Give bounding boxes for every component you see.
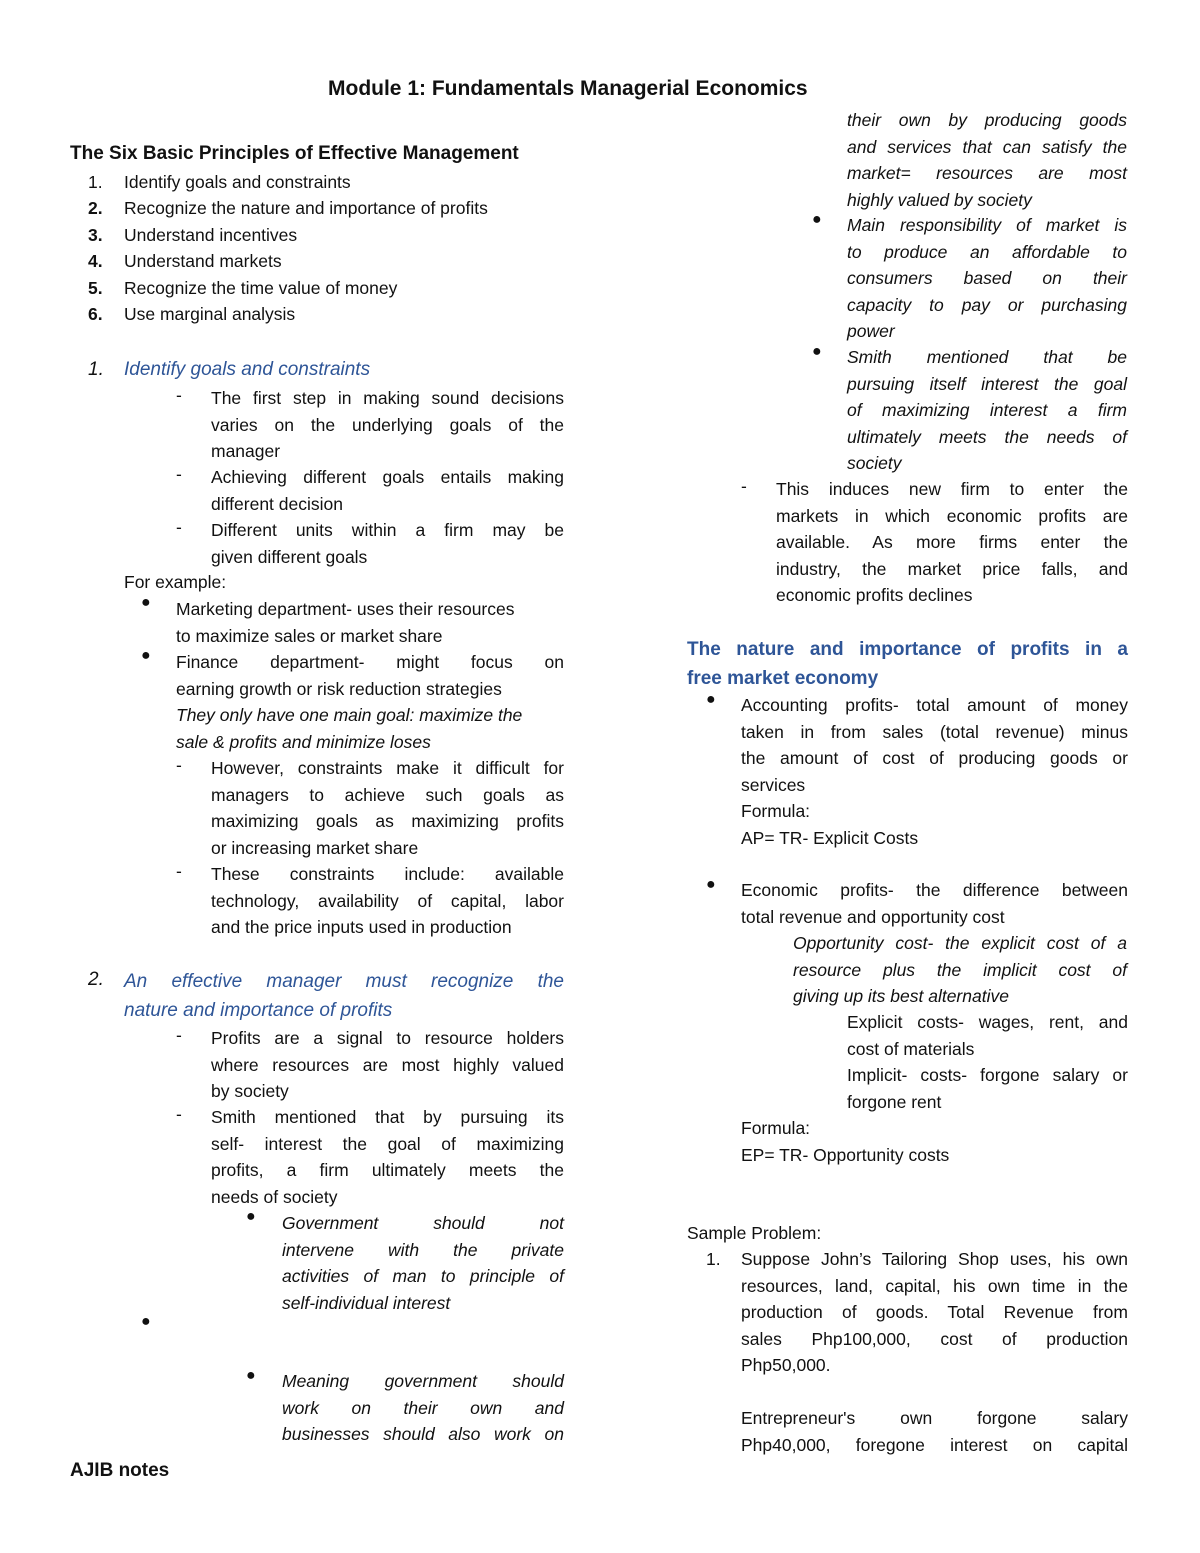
text-line: managers to achieve such goals as [211, 784, 564, 805]
text-line: industry, the market price falls, and [776, 558, 1128, 579]
text-line: where resources are most highly valued [211, 1054, 564, 1075]
section1-constraint-1 [211, 755, 564, 861]
principle-number: 1. [88, 172, 103, 192]
text-line: self- interest the goal of maximizing [211, 1133, 564, 1154]
formula-label: Formula: [741, 801, 811, 821]
bullet-icon: ● [246, 1208, 256, 1225]
bullet-icon: ● [141, 1313, 151, 1330]
dash-marker: - [741, 476, 747, 496]
text-line: Implicit- costs- forgone salary or [847, 1065, 1128, 1085]
section2-dash-1 [211, 1025, 564, 1105]
text-line: total revenue and opportunity cost [741, 906, 1005, 927]
text-line: Suppose John’s Tailoring Shop uses, his own [741, 1249, 1128, 1269]
text-line: Marketing department- uses their resources [176, 599, 515, 619]
text-line: Php40,000, foregone interest on capital [741, 1434, 1128, 1455]
text-line: intervene with the private [282, 1239, 564, 1260]
text-line: capacity to pay or purchasing [847, 294, 1127, 315]
text-line: These constraints include: available [211, 864, 564, 884]
explicit-costs [847, 1009, 1128, 1115]
principle-item: Use marginal analysis [124, 304, 296, 324]
bullet-icon: ● [706, 691, 716, 708]
text-line: cost of materials [847, 1038, 975, 1059]
text-line: profits, a firm ultimately meets the [211, 1160, 564, 1180]
right-dash-induces [776, 476, 1128, 609]
text-line: given different goals [211, 546, 368, 567]
text-line: Government should not [282, 1213, 564, 1233]
section2-bullet-government [282, 1210, 564, 1316]
text-line: to maximize sales or market share [176, 625, 443, 646]
principle-number: 2. [88, 198, 103, 218]
section2-bullet-meaning [282, 1368, 564, 1448]
text-line: Economic profits- the difference between [741, 880, 1128, 900]
formula-label: Formula: [741, 1118, 811, 1138]
text-line: Meaning government should [282, 1371, 564, 1391]
text-line: and services that can satisfy the [847, 136, 1127, 157]
section2-dash-2 [211, 1104, 564, 1210]
text-line: their own by producing goods [847, 110, 1127, 130]
text-line: market= resources are most [847, 163, 1127, 183]
text-line: taken in from sales (total revenue) minus [741, 721, 1128, 742]
principle-item: Understand markets [124, 251, 282, 271]
text-line: highly valued by society [847, 189, 1032, 210]
bullet-icon: ● [246, 1367, 256, 1384]
text-line: manager [211, 441, 281, 461]
text-line: earning growth or risk reduction strategies [176, 678, 502, 699]
text-line: work on their own and [282, 1397, 564, 1418]
text-line: free market economy [687, 668, 879, 689]
sample-problem-label: Sample Problem: [687, 1223, 822, 1243]
text-line: resources, land, capital, his own time in the [741, 1275, 1128, 1296]
text-line: The nature and importance of profits in a [687, 639, 1128, 660]
section1-number: 1. [88, 359, 104, 380]
bullet-icon: ● [706, 876, 716, 893]
text-line: power [847, 321, 895, 341]
principle-number: 4. [88, 251, 103, 271]
main-goal-note [176, 702, 564, 755]
text-line: Main responsibility of market is [847, 215, 1127, 235]
right-bullet-smith [847, 344, 1127, 477]
text-line: to produce an affordable to [847, 241, 1127, 262]
text-line: services [741, 774, 806, 795]
text-line: by society [211, 1081, 289, 1101]
sample-problem-1 [741, 1246, 1128, 1458]
text-line: nature and importance of profits [124, 1000, 393, 1021]
text-line: production of goods. Total Revenue from [741, 1302, 1128, 1322]
text-line: sale & profits and minimize loses [176, 731, 431, 752]
bullet-icon: ● [141, 594, 151, 611]
text-line: pursuing itself interest the goal [847, 373, 1127, 394]
example-finance [176, 649, 564, 702]
text-line: of maximizing interest a firm [847, 400, 1127, 420]
text-line: Smith mentioned that be [847, 347, 1127, 367]
text-line: forgone rent [847, 1091, 942, 1112]
for-example-label: For example: [124, 572, 227, 592]
principle-number: 5. [88, 278, 103, 298]
text-line: The first step in making sound decisions [211, 388, 564, 408]
dash-marker: - [176, 385, 182, 405]
dash-marker: - [176, 1104, 182, 1124]
principle-item: Recognize the nature and importance of profits [124, 198, 488, 218]
profits-section-heading [687, 635, 1128, 693]
principle-item: Identify goals and constraints [124, 172, 351, 192]
text-line: technology, availability of capital, labor [211, 890, 564, 911]
section1-dash-3 [211, 517, 564, 570]
page-title: Module 1: Fundamentals Managerial Economics [328, 77, 808, 100]
text-line: An effective manager must recognize the [124, 971, 564, 992]
text-line: maximizing goals as maximizing profits [211, 811, 564, 831]
text-line: Opportunity cost- the explicit cost of a [793, 933, 1127, 953]
accounting-profits [741, 692, 1128, 851]
text-line: sales Php100,000, cost of production [741, 1328, 1128, 1349]
text-line: ultimately meets the needs of [847, 426, 1127, 447]
dash-marker: - [176, 861, 182, 881]
ep-formula-block [741, 1115, 1128, 1168]
bullet-icon: ● [812, 211, 822, 228]
text-line: markets in which economic profits are [776, 505, 1128, 526]
text-line: Explicit costs- wages, rent, and [847, 1012, 1128, 1032]
text-line: or increasing market share [211, 837, 419, 858]
dash-marker: - [176, 517, 182, 537]
principle-number: 6. [88, 304, 103, 324]
ep-formula: EP= TR- Opportunity costs [741, 1144, 950, 1165]
text-line: Achieving different goals entails making [211, 467, 564, 487]
text-line: the amount of cost of producing goods or [741, 748, 1128, 768]
section2-heading [124, 967, 564, 1025]
text-line: available. As more firms enter the [776, 532, 1128, 552]
example-marketing [176, 596, 564, 649]
text-line: Profits are a signal to resource holders [211, 1028, 564, 1048]
footer-notes: AJIB notes [70, 1460, 170, 1481]
right-bullet-market [847, 212, 1127, 345]
text-line: consumers based on their [847, 268, 1127, 288]
text-line: society [847, 453, 902, 473]
sample-item-number: 1. [706, 1249, 721, 1269]
text-line: Smith mentioned that by pursuing its [211, 1107, 564, 1127]
text-line: giving up its best alternative [793, 986, 1009, 1006]
text-line: Entrepreneur's own forgone salary [741, 1408, 1128, 1428]
dash-marker: - [176, 1025, 182, 1045]
bullet-icon: ● [812, 343, 822, 360]
text-line: They only have one main goal: maximize the [176, 705, 523, 725]
principle-item: Understand incentives [124, 225, 298, 245]
ap-formula: AP= TR- Explicit Costs [741, 827, 919, 848]
text-line: Php50,000. [741, 1355, 831, 1375]
section2-number: 2. [88, 969, 104, 990]
principles-heading: The Six Basic Principles of Effective Management [70, 143, 519, 164]
opportunity-cost [793, 930, 1127, 1010]
text-line: resource plus the implicit cost of [793, 959, 1127, 980]
text-line: activities of man to principle of [282, 1266, 564, 1286]
text-line: needs of society [211, 1186, 338, 1207]
dash-marker: - [176, 464, 182, 484]
principle-item: Recognize the time value of money [124, 278, 398, 298]
principle-number: 3. [88, 225, 103, 245]
bullet-icon: ● [141, 647, 151, 664]
text-line: economic profits declines [776, 585, 973, 605]
text-line: varies on the underlying goals of the [211, 414, 564, 435]
section1-constraint-2 [211, 861, 564, 941]
section1-dash-1 [211, 385, 564, 465]
text-line: and the price inputs used in production [211, 917, 512, 937]
text-line: Different units within a firm may be [211, 520, 564, 540]
section1-heading: Identify goals and constraints [124, 359, 371, 380]
text-line: However, constraints make it difficult for [211, 758, 564, 778]
right-continued-text [847, 107, 1127, 213]
text-line: self-individual interest [282, 1292, 451, 1313]
text-line: different decision [211, 493, 343, 514]
text-line: businesses should also work on [282, 1424, 564, 1444]
text-line: Finance department- might focus on [176, 652, 564, 672]
section1-dash-2 [211, 464, 564, 517]
dash-marker: - [176, 755, 182, 775]
economic-profits [741, 877, 1128, 930]
text-line: Accounting profits- total amount of money [741, 695, 1128, 715]
text-line: This induces new firm to enter the [776, 479, 1128, 499]
